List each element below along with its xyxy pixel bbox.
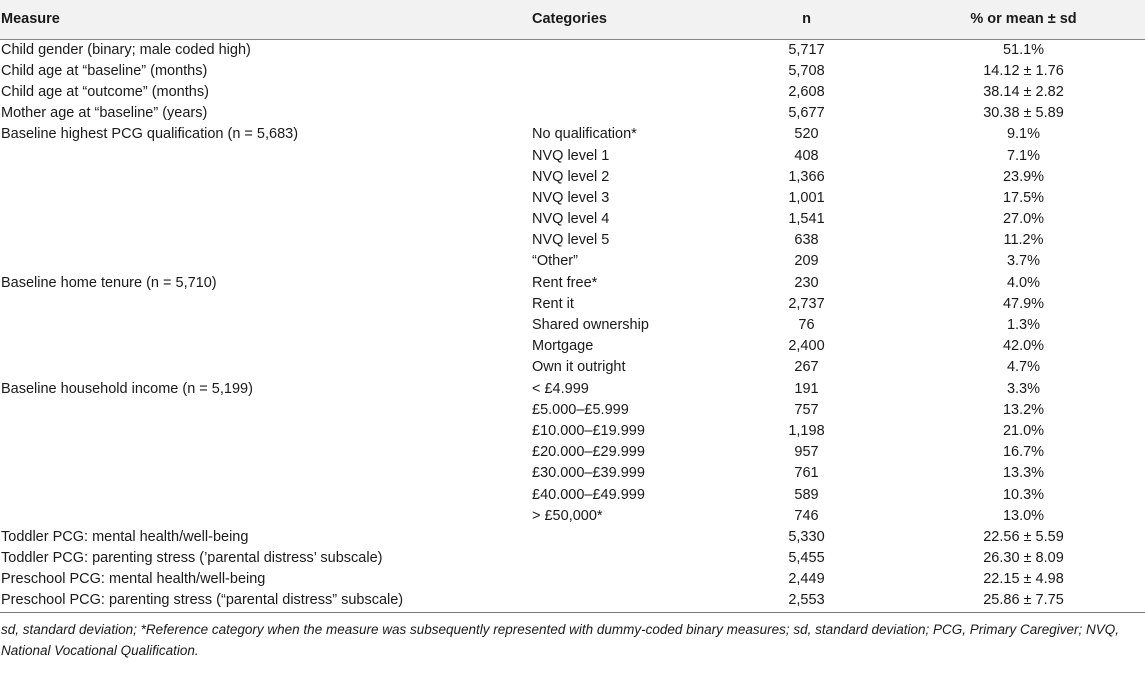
category-cell: £30.000–£39.999 bbox=[532, 465, 645, 482]
table-row bbox=[0, 379, 1145, 400]
measure-cell bbox=[0, 167, 531, 188]
measure-cell bbox=[0, 421, 531, 442]
measure-cell: Toddler PCG: parenting stress (’parental distress’ subscale) bbox=[1, 550, 383, 567]
value-cell: 10.3% bbox=[1002, 486, 1045, 503]
value-cell: 42.0% bbox=[1002, 338, 1045, 355]
category-cell: No qualification* bbox=[532, 126, 637, 143]
n-cell: 1,001 bbox=[788, 189, 825, 206]
measure-cell: Preschool PCG: mental health/well-being bbox=[1, 571, 266, 588]
table-row bbox=[0, 527, 1145, 548]
n-cell: 209 bbox=[794, 253, 819, 270]
category-cell: Mortgage bbox=[532, 338, 594, 355]
category-cell: NVQ level 3 bbox=[532, 189, 610, 206]
n-cell: 957 bbox=[794, 444, 819, 461]
value-cell: 16.7% bbox=[1002, 444, 1045, 461]
category-cell: Rent free* bbox=[532, 274, 598, 291]
measure-cell: Mother age at “baseline” (years) bbox=[1, 105, 208, 122]
category-cell bbox=[531, 103, 711, 124]
value-cell: 17.5% bbox=[1002, 189, 1045, 206]
n-cell: 76 bbox=[798, 317, 815, 334]
header-percent-mean-sd: % or mean ± sd bbox=[970, 11, 1077, 28]
header-n: n bbox=[802, 11, 811, 28]
measure-cell bbox=[0, 188, 531, 209]
value-cell: 14.12 ± 1.76 bbox=[983, 62, 1064, 79]
value-cell: 51.1% bbox=[1002, 41, 1045, 58]
value-cell: 23.9% bbox=[1002, 168, 1045, 185]
measure-cell: Baseline household income (n = 5,199) bbox=[1, 380, 253, 397]
n-cell: 5,717 bbox=[788, 41, 825, 58]
table-row bbox=[0, 61, 1145, 82]
table-row bbox=[0, 506, 1145, 527]
category-cell: > £50,000* bbox=[532, 507, 603, 524]
category-cell bbox=[531, 39, 711, 61]
n-cell: 2,608 bbox=[788, 83, 825, 100]
measure-cell bbox=[0, 484, 531, 505]
n-cell: 1,541 bbox=[788, 211, 825, 228]
table-row bbox=[0, 357, 1145, 378]
measure-cell bbox=[0, 400, 531, 421]
n-cell: 5,330 bbox=[788, 528, 825, 545]
category-cell: NVQ level 2 bbox=[532, 168, 610, 185]
category-cell bbox=[531, 82, 711, 103]
category-cell bbox=[531, 527, 711, 548]
value-cell: 1.3% bbox=[1006, 317, 1041, 334]
table-row bbox=[0, 82, 1145, 103]
value-cell: 3.7% bbox=[1006, 253, 1041, 270]
table-row bbox=[0, 315, 1145, 336]
measure-cell bbox=[0, 145, 531, 166]
value-cell: 25.86 ± 7.75 bbox=[901, 590, 1145, 612]
table-row bbox=[0, 39, 1145, 61]
table-row bbox=[0, 590, 1145, 612]
category-cell bbox=[531, 548, 711, 569]
table-body bbox=[0, 39, 1145, 612]
header-row bbox=[0, 0, 1145, 39]
table-row bbox=[0, 251, 1145, 272]
measure-cell bbox=[0, 442, 531, 463]
table-footnote: sd, standard deviation; *Reference category when the measure was subsequently represented with dummy-coded binary measures; sd, standard deviation; PCG, Primary Caregiver; NVQ, National Vocational Qualification. bbox=[1, 621, 1120, 658]
measure-cell: Baseline home tenure (n = 5,710) bbox=[1, 274, 217, 291]
table-row bbox=[0, 167, 1145, 188]
category-cell: £10.000–£19.999 bbox=[532, 422, 645, 439]
n-cell: 408 bbox=[794, 147, 819, 164]
n-cell: 589 bbox=[794, 486, 819, 503]
table-row bbox=[0, 188, 1145, 209]
n-cell: 2,400 bbox=[788, 338, 825, 355]
n-cell: 757 bbox=[794, 401, 819, 418]
n-cell: 520 bbox=[794, 126, 819, 143]
table-row bbox=[0, 145, 1145, 166]
header-categories: Categories bbox=[532, 11, 607, 28]
n-cell: 761 bbox=[794, 465, 819, 482]
table-row bbox=[0, 548, 1145, 569]
value-cell: 26.30 ± 8.09 bbox=[983, 550, 1064, 567]
category-cell bbox=[531, 61, 711, 82]
category-cell: NVQ level 4 bbox=[532, 211, 610, 228]
table-row bbox=[0, 484, 1145, 505]
value-cell: 38.14 ± 2.82 bbox=[983, 83, 1064, 100]
category-cell: NVQ level 1 bbox=[532, 147, 610, 164]
table-row bbox=[0, 294, 1145, 315]
table-row bbox=[0, 124, 1145, 145]
n-cell: 5,455 bbox=[788, 550, 825, 567]
n-cell: 191 bbox=[794, 380, 819, 397]
measure-cell bbox=[0, 230, 531, 251]
measure-cell bbox=[0, 294, 531, 315]
measure-cell bbox=[0, 463, 531, 484]
value-cell: 3.3% bbox=[1006, 380, 1041, 397]
n-cell: 1,366 bbox=[788, 168, 825, 185]
table-row bbox=[0, 463, 1145, 484]
measure-cell bbox=[0, 336, 531, 357]
category-cell: Shared ownership bbox=[532, 317, 649, 334]
n-cell: 1,198 bbox=[788, 422, 825, 439]
n-cell: 5,708 bbox=[788, 62, 825, 79]
value-cell: 30.38 ± 5.89 bbox=[983, 105, 1064, 122]
measure-cell: Toddler PCG: mental health/well-being bbox=[1, 528, 249, 545]
table-row bbox=[0, 230, 1145, 251]
category-cell bbox=[531, 569, 711, 590]
value-cell: 13.3% bbox=[1002, 465, 1045, 482]
value-cell: 13.0% bbox=[1002, 507, 1045, 524]
n-cell: 267 bbox=[794, 359, 819, 376]
measure-cell bbox=[0, 315, 531, 336]
category-cell: Rent it bbox=[532, 295, 574, 312]
value-cell: 47.9% bbox=[1002, 295, 1045, 312]
value-cell: 21.0% bbox=[1002, 422, 1045, 439]
table-row bbox=[0, 400, 1145, 421]
measure-cell bbox=[0, 357, 531, 378]
table-header bbox=[0, 0, 1145, 39]
value-cell: 4.0% bbox=[1006, 274, 1041, 291]
measure-cell bbox=[0, 506, 531, 527]
n-cell: 230 bbox=[794, 274, 819, 291]
table-row bbox=[0, 273, 1145, 294]
n-cell: 5,677 bbox=[788, 105, 825, 122]
measure-cell bbox=[0, 209, 531, 230]
category-cell bbox=[531, 590, 711, 612]
value-cell: 22.15 ± 4.98 bbox=[983, 571, 1064, 588]
value-cell: 22.56 ± 5.59 bbox=[983, 528, 1064, 545]
n-cell: 638 bbox=[794, 232, 819, 249]
category-cell: NVQ level 5 bbox=[532, 232, 610, 249]
table-row bbox=[0, 421, 1145, 442]
value-cell: 13.2% bbox=[1002, 401, 1045, 418]
value-cell: 4.7% bbox=[1006, 359, 1041, 376]
n-cell: 2,737 bbox=[788, 295, 825, 312]
value-cell: 11.2% bbox=[1003, 232, 1044, 249]
n-cell: 746 bbox=[794, 507, 819, 524]
value-cell: 7.1% bbox=[1006, 147, 1041, 164]
table-row bbox=[0, 569, 1145, 590]
n-cell: 2,449 bbox=[788, 571, 825, 588]
measure-cell: Child age at “outcome” (months) bbox=[1, 83, 209, 100]
value-cell: 27.0% bbox=[1002, 211, 1045, 228]
n-cell: 2,553 bbox=[711, 590, 901, 612]
measure-cell: Preschool PCG: parenting stress (“parental distress” subscale) bbox=[0, 590, 531, 612]
table-row bbox=[0, 442, 1145, 463]
measure-cell: Child age at “baseline” (months) bbox=[1, 62, 208, 79]
category-cell: < £4.999 bbox=[532, 380, 589, 397]
table-row bbox=[0, 209, 1145, 230]
table-row bbox=[0, 336, 1145, 357]
measure-cell: Child gender (binary; male coded high) bbox=[1, 41, 251, 58]
measure-cell: Baseline highest PCG qualification (n = 5,683) bbox=[1, 126, 299, 143]
category-cell: “Other” bbox=[532, 253, 578, 270]
category-cell: £20.000–£29.999 bbox=[532, 444, 645, 461]
category-cell: £5.000–£5.999 bbox=[532, 401, 629, 418]
header-measure: Measure bbox=[1, 11, 60, 28]
measure-cell bbox=[0, 251, 531, 272]
category-cell: Own it outright bbox=[532, 359, 626, 376]
category-cell: £40.000–£49.999 bbox=[532, 486, 645, 503]
value-cell: 9.1% bbox=[1006, 126, 1041, 143]
table-row bbox=[0, 103, 1145, 124]
